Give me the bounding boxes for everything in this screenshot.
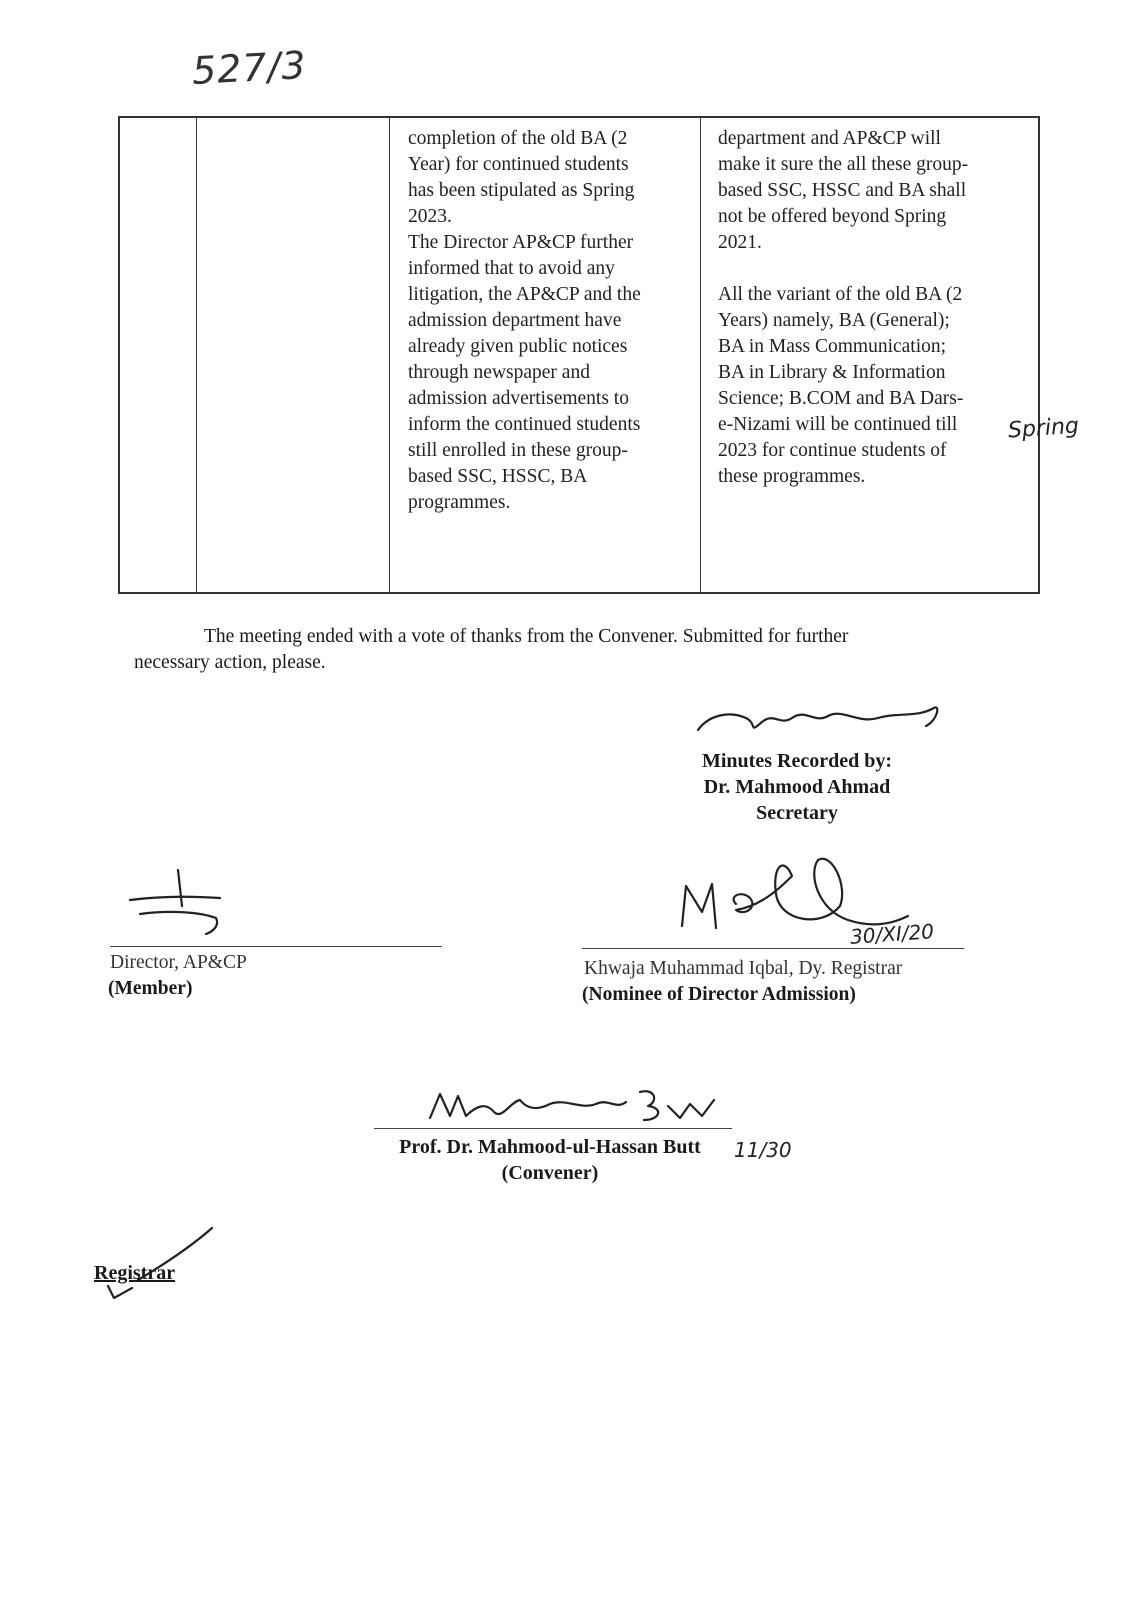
table-column-divider	[389, 118, 390, 592]
director-role: (Member)	[108, 978, 193, 999]
signature-convener	[420, 1080, 740, 1130]
convener-date: 11/30	[734, 1138, 792, 1162]
signature-line-nominee	[582, 948, 964, 949]
table-cell-decision	[718, 126, 1038, 490]
convener-role: (Convener)	[501, 1162, 599, 1184]
signature-director	[120, 866, 240, 946]
closing-statement: The meeting ended with a vote of thanks from the Convener. Submitted for further necessary action, please.	[134, 626, 849, 673]
director-title: Director, AP&CP	[110, 952, 247, 973]
recorded-by-name: Dr. Mahmood Ahmad	[703, 776, 891, 798]
registrar-label: Registrar	[94, 1262, 176, 1284]
decision-paragraph-2: All the variant of the old BA (2 Years) namely, BA (General); BA in Mass Communication; BA in Library & Information Science; B.COM and BA Dars- e-Nizami will be continued till 2023 for continue students of these programmes.	[718, 284, 964, 487]
table-cell-discussion	[408, 126, 698, 516]
minutes-table	[118, 116, 1040, 594]
discussion-paragraph-1: completion of the old BA (2 Year) for continued students has been stipulated as Spring 2023.	[408, 128, 635, 227]
recorded-by-label: Minutes Recorded by:	[702, 750, 892, 772]
page-number: 527/3	[190, 43, 308, 93]
discussion-paragraph-2: The Director AP&CP further informed that to avoid any litigation, the AP&CP and the admission department have already given public notices through newspaper and admission advertisements to inform the continued students still enrolled in these group- based SSC, HSSC, BA programmes.	[408, 232, 641, 513]
recorded-by-title: Secretary	[756, 802, 838, 824]
signature-secretary	[688, 688, 948, 748]
decision-paragraph-1: department and AP&CP will make it sure the all these group- based SSC, HSSC and BA shall not be offered beyond Spring 2021.	[718, 128, 969, 253]
table-column-divider	[700, 118, 701, 592]
signature-line-director	[110, 946, 442, 947]
convener-block	[370, 1134, 730, 1186]
margin-note: Spring	[1007, 413, 1080, 444]
recorded-by-block	[662, 748, 932, 826]
nominee-date: 30/XI/20	[849, 919, 935, 949]
nominee-name: Khwaja Muhammad Iqbal, Dy. Registrar	[584, 958, 903, 979]
nominee-role: (Nominee of Director Admission)	[582, 984, 856, 1005]
registrar-tick-mark	[98, 1222, 218, 1312]
convener-name: Prof. Dr. Mahmood-ul-Hassan Butt	[399, 1136, 701, 1158]
signature-line-convener	[374, 1128, 732, 1129]
table-column-divider	[196, 118, 197, 592]
